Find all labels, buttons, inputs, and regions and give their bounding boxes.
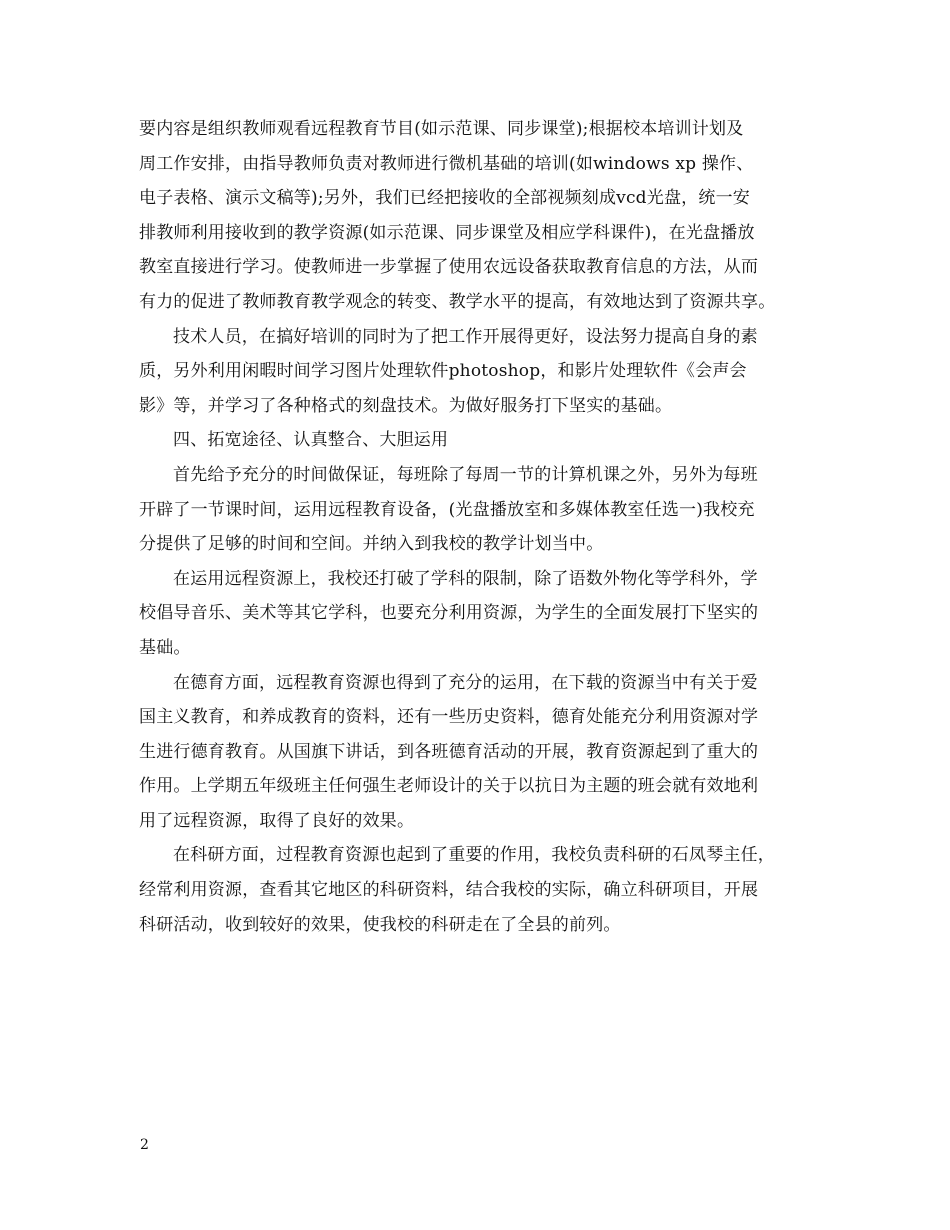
text-line: 基础。 — [139, 637, 191, 658]
text-line: 排教师利用接收到的教学资源(如示范课、同步课堂及相应学科课件)，在光盘播放 — [139, 222, 755, 243]
text-line: 在德育方面，远程教育资源也得到了充分的运用，在下载的资源当中有关于爱 — [173, 672, 758, 693]
text-line: 有力的促进了教师教育教学观念的转变、教学水平的提高，有效地达到了资源共享。 — [139, 291, 776, 312]
document-body — [139, 112, 819, 942]
text-line: 用了远程资源，取得了良好的效果。 — [139, 810, 415, 831]
text-line: 开辟了一节课时间，运用远程教育设备，(光盘播放室和多媒体教室任选一)我校充 — [139, 499, 755, 520]
text-line: 经常利用资源，查看其它地区的科研资料，结合我校的实际，确立科研项目，开展 — [139, 880, 759, 901]
text-line: 校倡导音乐、美术等其它学科，也要充分利用资源，为学生的全面发展打下坚实的 — [139, 603, 759, 624]
text-line: 在运用远程资源上，我校还打破了学科的限制，除了语数外物化等学科外，学 — [173, 568, 758, 589]
text-line: 科研活动，收到较好的效果，使我校的科研走在了全县的前列。 — [139, 914, 621, 935]
text-line: 首先给予充分的时间做保证，每班除了每周一节的计算机课之外，另外为每班 — [173, 464, 758, 485]
section-heading: 四、拓宽途径、认真整合、大胆运用 — [173, 430, 449, 451]
text-line: 分提供了足够的时间和空间。并纳入到我校的教学计划当中。 — [139, 534, 604, 555]
text-line: 技术人员，在搞好培训的同时为了把工作开展得更好，设法努力提高自身的素 — [173, 326, 758, 347]
text-line: 影》等，并学习了各种格式的刻盘技术。为做好服务打下坚实的基础。 — [139, 395, 673, 416]
text-line: 要内容是组织教师观看远程教育节目(如示范课、同步课堂);根据校本培训计划及 — [139, 119, 744, 139]
text-line: 生进行德育教育。从国旗下讲话，到各班德育活动的开展，教育资源起到了重大的 — [139, 741, 759, 762]
text-line: 作用。上学期五年级班主任何强生老师设计的关于以抗日为主题的班会就有效地利 — [139, 776, 759, 797]
text-line: 教室直接进行学习。使教师进一步掌握了使用农远设备获取教育信息的方法，从而 — [139, 257, 759, 278]
text-line: 质，另外利用闲暇时间学习图片处理软件photoshop，和影片处理软件《会声会 — [139, 361, 747, 382]
text-line: 电子表格、演示文稿等);另外，我们已经把接收的全部视频刻成vcd光盘，统一安 — [139, 188, 750, 209]
text-line: 在科研方面，过程教育资源也起到了重要的作用，我校负责科研的石凤琴主任， — [173, 845, 775, 866]
page-number: 2 — [140, 1137, 149, 1153]
text-line: 国主义教育，和养成教育的资料，还有一些历史资料，德育处能充分利用资源对学 — [139, 707, 759, 728]
text-line: 周工作安排，由指导教师负责对教师进行微机基础的培训(如windows xp 操作、 — [139, 153, 754, 174]
